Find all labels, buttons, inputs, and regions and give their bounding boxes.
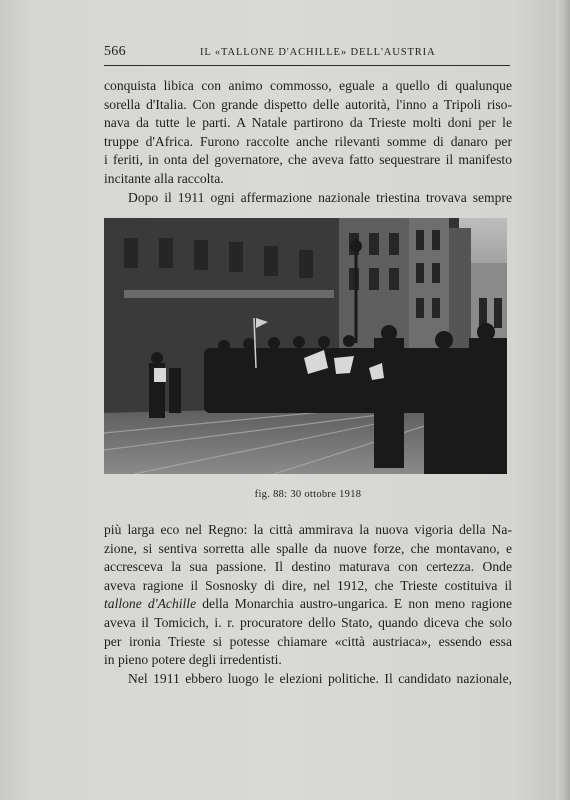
- text-line: in pieno potere degli irredentisti.: [104, 652, 282, 668]
- page-number: 566: [104, 44, 126, 59]
- street-crowd-photo: [104, 218, 507, 474]
- figure-caption: fig. 88: 30 ottobre 1918: [254, 489, 362, 500]
- figure-photograph: [104, 218, 507, 474]
- text-line: più larga eco nel Regno: la città ammirava la nuova vigoria della Na-: [104, 522, 512, 537]
- paragraph: [104, 521, 512, 670]
- text-line-rest: della Monarchia austro-ungarica. E non meno ragione: [196, 596, 513, 612]
- text-line: conquista libica con animo commosso, eguale a quello di qualunque: [104, 78, 512, 93]
- running-title: IL «TALLONE D'ACHILLE» DELL'AUSTRIA: [200, 47, 436, 58]
- page-edge-shadow: [556, 0, 570, 800]
- text-line: accresceva la sua passione. Il destino maturava con certezza. Onde: [104, 559, 512, 575]
- running-header: [104, 44, 510, 64]
- paragraph: [104, 189, 512, 208]
- text-line: sorella d'Italia. Con grande dispetto delle autorità, l'inno a Tripoli riso-: [104, 96, 512, 112]
- text-line: truppe d'Africa. Furono raccolte anche rilevanti somme di danaro per: [104, 133, 512, 149]
- italic-phrase: tallone d'Achille: [104, 596, 197, 612]
- text-line: [104, 595, 512, 614]
- text-line: i feriti, in onta del governatore, che aveva fatto sequestrare il manifesto: [104, 152, 512, 168]
- header-rule: [104, 65, 510, 66]
- text-block-bottom: [104, 521, 512, 688]
- paragraph: [104, 77, 512, 189]
- text-line: aveva ragione il Sosnosky di dire, nel 1912, che Trieste costituiva il: [104, 577, 512, 593]
- text-line: nava da tutte le parti. A Natale partirono da Trieste molti doni per le: [104, 115, 512, 131]
- text-line: Nel 1911 ebbero luogo le elezioni politiche. Il candidato nazionale,: [128, 670, 512, 686]
- text-line: Dopo il 1911 ogni affermazione nazionale triestina trovava sempre: [128, 189, 512, 205]
- text-line: incitante alla raccolta.: [104, 170, 224, 186]
- text-block-top: [104, 77, 512, 207]
- text-line: per ironia Trieste si potesse chiamare «città austriaca», essendo essa: [104, 633, 512, 649]
- text-line: aveva il Tomicich, i. r. procuratore dello Stato, quando diceva che solo: [104, 614, 512, 630]
- text-line: zione, si sentiva sorretta alle spalle da nuove forze, che montavano, e: [104, 540, 512, 556]
- paragraph: [104, 670, 512, 689]
